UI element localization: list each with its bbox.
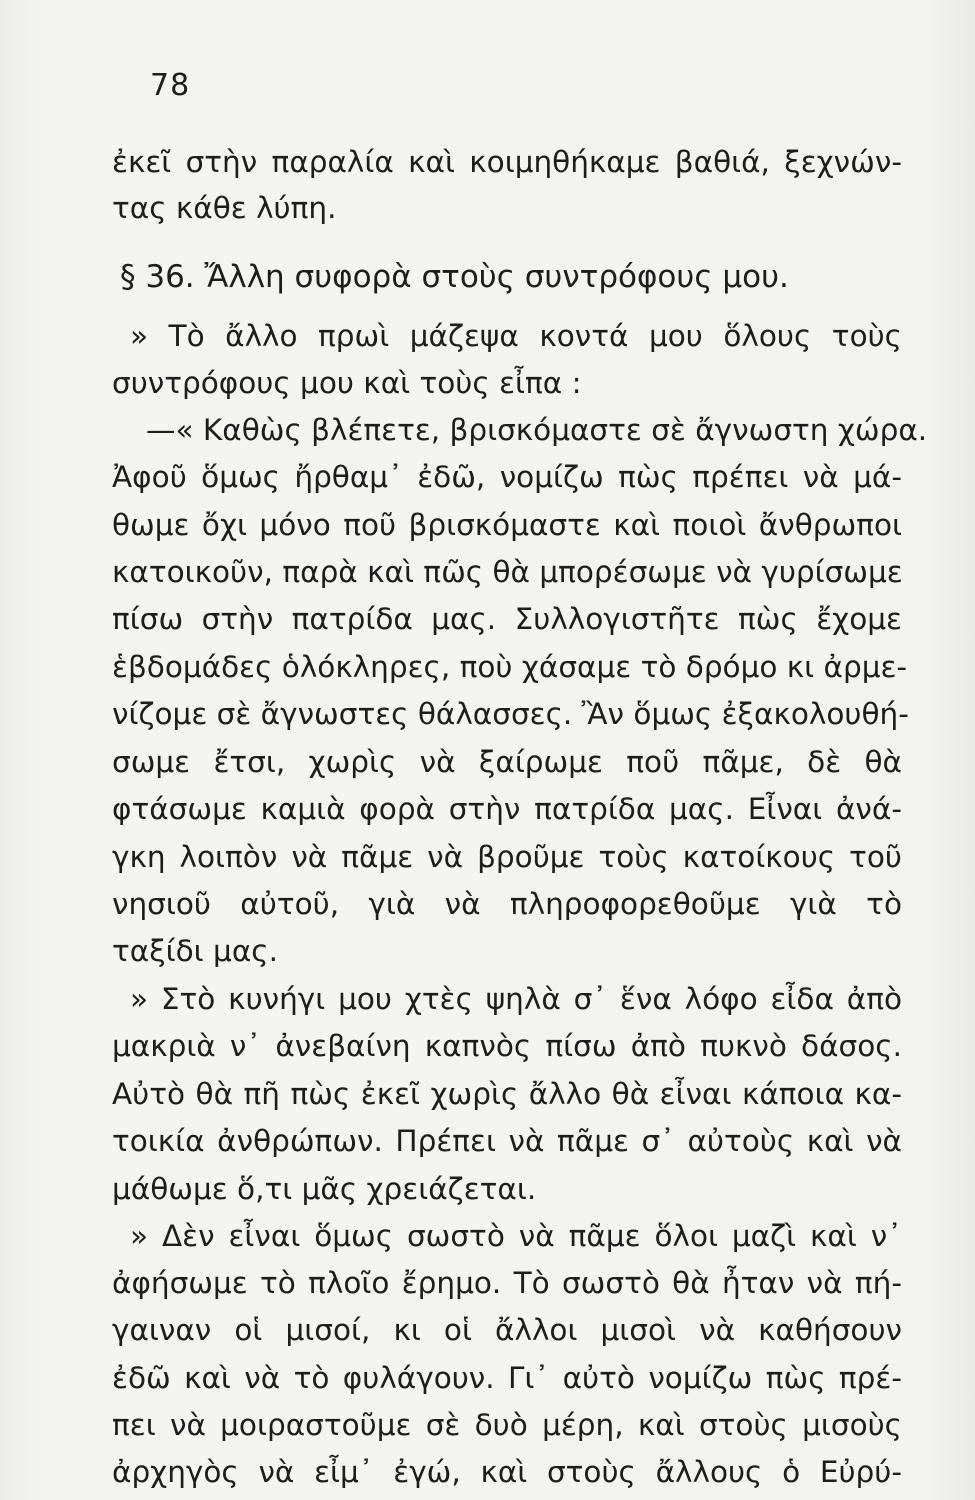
page-number: 78 bbox=[150, 68, 191, 103]
text-line: συντρόφους μου καὶ τοὺς εἶπα : bbox=[112, 366, 582, 400]
text-line: —« Καθὼς βλέπετε, βρισκόμαστε σὲ ἄγνωστη χώρα. bbox=[146, 413, 928, 447]
text-line: ἐκεῖ στὴν παραλία καὶ κοιμηθήκαμε βαθιά, ξεχνών- bbox=[112, 145, 902, 179]
section-heading: § 36. Ἄλλη συφορὰ στοὺς συντρόφους μου. bbox=[120, 259, 789, 295]
text-line: μακριὰ ν᾿ ἀνεβαίνη καπνὸς πίσω ἀπὸ πυκνὸ δάσος. bbox=[112, 1029, 902, 1063]
text-line: γκη λοιπὸν νὰ πᾶμε νὰ βροῦμε τοὺς κατοίκους τοῦ bbox=[112, 840, 902, 874]
text-line: θωμε ὄχι μόνο ποῦ βρισκόμαστε καὶ ποιοὶ ἄνθρωποι bbox=[112, 508, 902, 542]
text-line: φτάσωμε καμιὰ φορὰ στὴν πατρίδα μας. Εἶναι ἀνά- bbox=[112, 792, 902, 826]
text-line: κατοικοῦν, παρὰ καὶ πῶς θὰ μπορέσωμε νὰ γυρίσωμε bbox=[112, 555, 903, 589]
text-line: πει νὰ μοιραστοῦμε σὲ δυὸ μέρη, καὶ στοὺς μισοὺς bbox=[112, 1408, 902, 1442]
text-line: ἀρχηγὸς νὰ εἶμ᾿ ἐγώ, καὶ στοὺς ἄλλους ὁ Εὐρύ- bbox=[112, 1455, 902, 1489]
text-line: » Τὸ ἄλλο πρωὶ μάζεψα κοντά μου ὅλους τοὺς bbox=[130, 319, 902, 353]
text-line: πίσω στὴν πατρίδα μας. Συλλογιστῆτε πὼς ἔχομε bbox=[112, 602, 902, 636]
text-line: Ἀφοῦ ὅμως ἤρθαμ᾿ ἐδῶ, νομίζω πὼς πρέπει νὰ μά- bbox=[112, 460, 902, 494]
text-line: ἀφήσωμε τὸ πλοῖο ἔρημο. Τὸ σωστὸ θὰ ἦταν νὰ πή- bbox=[112, 1266, 902, 1300]
text-line: Αὐτὸ θὰ πῆ πὼς ἐκεῖ χωρὶς ἄλλο θὰ εἶναι κάποια κα- bbox=[112, 1077, 902, 1111]
text-line: σωμε ἔτσι, χωρὶς νὰ ξαίρωμε ποῦ πᾶμε, δὲ θὰ bbox=[112, 745, 902, 779]
text-line: μάθωμε ὅ,τι μᾶς χρειάζεται. bbox=[112, 1172, 537, 1206]
text-line: τοικία ἀνθρώπων. Πρέπει νὰ πᾶμε σ᾿ αὐτοὺς καὶ νὰ bbox=[112, 1124, 902, 1158]
text-line: νίζομε σὲ ἄγνωστες θάλασσες. Ἂν ὅμως ἐξακολουθή- bbox=[112, 697, 909, 731]
text-line: ταξίδι μας. bbox=[112, 934, 278, 968]
text-line: γαιναν οἱ μισοί, κι οἱ ἄλλοι μισοὶ νὰ καθήσουν bbox=[112, 1313, 902, 1347]
text-line: τας κάθε λύπη. bbox=[112, 191, 337, 225]
text-line: » Δὲν εἶναι ὅμως σωστὸ νὰ πᾶμε ὅλοι μαζὶ καὶ ν᾿ bbox=[130, 1219, 902, 1253]
text-line: ἐδῶ καὶ νὰ τὸ φυλάγουν. Γι᾿ αὐτὸ νομίζω πὼς πρέ- bbox=[112, 1361, 902, 1395]
text-line: ἑβδομάδες ὁλόκληρες, ποὺ χάσαμε τὸ δρόμο κι ἀρμε- bbox=[112, 650, 908, 684]
text-line: νησιοῦ αὐτοῦ, γιὰ νὰ πληροφορεθοῦμε γιὰ τὸ bbox=[112, 887, 902, 921]
text-line: » Στὸ κυνήγι μου χτὲς ψηλὰ σ᾿ ἕνα λόφο εἶδα ἀπὸ bbox=[130, 982, 902, 1016]
